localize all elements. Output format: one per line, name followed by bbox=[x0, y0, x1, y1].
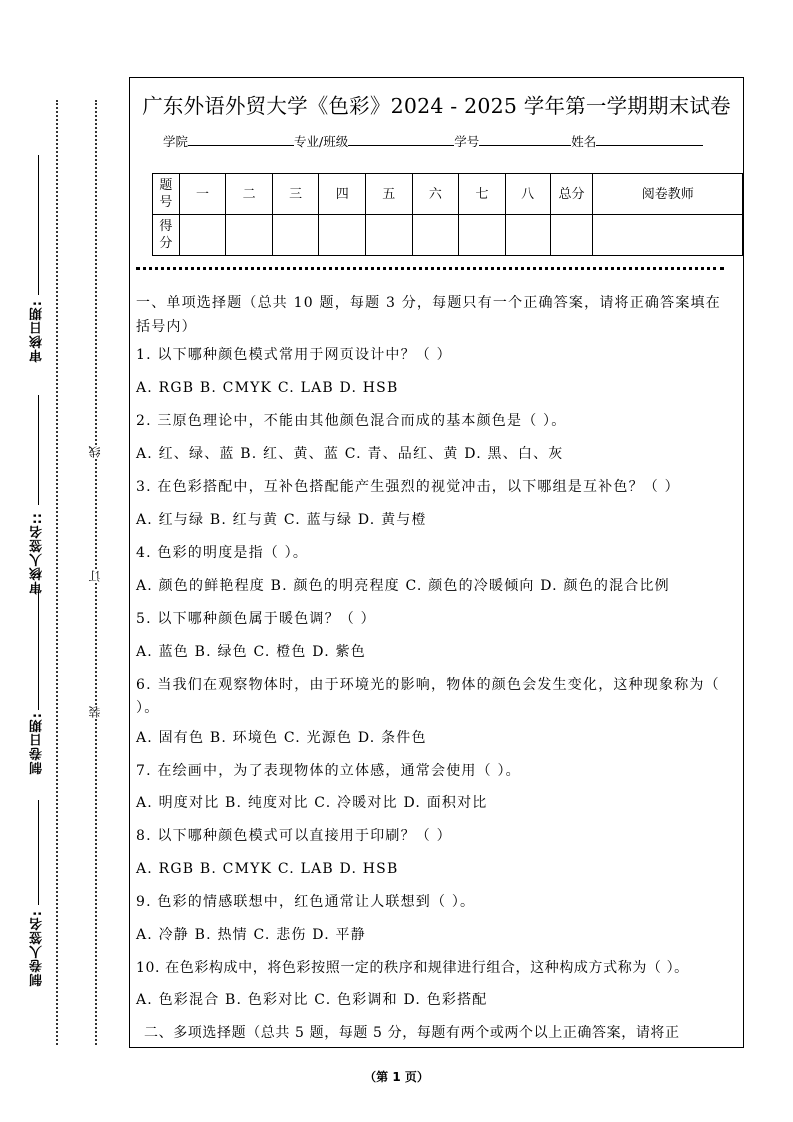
score-table-score-row bbox=[153, 215, 743, 256]
score-table bbox=[152, 173, 743, 256]
paper-maker-signature-label: 制卷人签名: bbox=[30, 910, 45, 987]
col-header: 一 bbox=[179, 174, 226, 215]
col-header: 七 bbox=[459, 174, 506, 215]
signature-line bbox=[38, 590, 39, 710]
section1-heading: 一、单项选择题（总共 10 题，每题 3 分，每题只有一个正确答案，请将正确答案填在括号内） bbox=[136, 295, 721, 335]
student-info-row bbox=[163, 132, 703, 150]
col-header: 六 bbox=[412, 174, 459, 215]
exam-title: 广东外语外贸大学《色彩》2024 - 2025 学年第一学期期末试卷 bbox=[142, 94, 731, 118]
score-cell[interactable] bbox=[366, 215, 413, 256]
score-cell[interactable] bbox=[459, 215, 506, 256]
question-stem: 8. 以下哪种颜色模式可以直接用于印刷？（ ） bbox=[136, 828, 452, 844]
question-options: A. 固有色 B. 环境色 C. 光源色 D. 条件色 bbox=[136, 730, 427, 746]
score-label: 得分 bbox=[153, 215, 180, 256]
score-cell[interactable] bbox=[505, 215, 550, 256]
signature-line bbox=[38, 395, 39, 505]
question-options: A. 明度对比 B. 纯度对比 C. 冷暖对比 D. 面积对比 bbox=[136, 795, 488, 811]
review-date-label: 审核日期: bbox=[30, 300, 45, 363]
question-options: A. 红与绿 B. 红与黄 C. 蓝与绿 D. 黄与橙 bbox=[136, 512, 427, 528]
question-options: A. 颜色的鲜艳程度 B. 颜色的明亮程度 C. 颜色的冷暖倾向 D. 颜色的混合比例 bbox=[136, 578, 670, 594]
score-table-header-row bbox=[153, 174, 743, 215]
field-label-name: 姓名 bbox=[571, 134, 597, 149]
dotted-separator bbox=[136, 267, 724, 270]
paper-date-label: 制卷日期: bbox=[30, 712, 45, 775]
col-header: 五 bbox=[366, 174, 413, 215]
major-class-field[interactable] bbox=[348, 133, 454, 146]
question-options: A. 冷静 B. 热情 C. 悲伤 D. 平静 bbox=[136, 927, 366, 943]
question-stem: 3. 在色彩搭配中，互补色搭配能产生强烈的视觉冲击，以下哪组是互补色？（ ） bbox=[136, 479, 680, 495]
question-options: A. 蓝色 B. 绿色 C. 橙色 D. 紫色 bbox=[136, 644, 366, 660]
exam-frame bbox=[129, 77, 744, 1048]
binding-char-staple: 订 bbox=[88, 570, 102, 582]
field-label-college: 学院 bbox=[163, 134, 189, 149]
signature-line bbox=[38, 800, 39, 905]
col-header: 二 bbox=[226, 174, 273, 215]
section2-heading: 二、多项选择题（总共 5 题，每题 5 分，每题有两个或两个以上正确答案，请将正 bbox=[144, 1025, 680, 1041]
question-options: A. RGB B. CMYK C. LAB D. HSB bbox=[136, 861, 399, 877]
name-field[interactable] bbox=[596, 133, 703, 146]
question-stem: 10. 在色彩构成中，将色彩按照一定的秩序和规律进行组合，这种构成方式称为（ ）。 bbox=[136, 960, 689, 976]
signature-line bbox=[38, 155, 39, 295]
question-number-label: 题号 bbox=[153, 174, 180, 215]
score-cell[interactable] bbox=[319, 215, 366, 256]
binding-char-bind: 装 bbox=[88, 706, 102, 718]
col-header-grader: 阅卷教师 bbox=[593, 174, 743, 215]
col-header: 三 bbox=[272, 174, 319, 215]
question-stem: 7. 在绘画中，为了表现物体的立体感，通常会使用（ ）。 bbox=[136, 763, 521, 779]
score-cell[interactable] bbox=[226, 215, 273, 256]
col-header: 八 bbox=[505, 174, 550, 215]
grader-cell[interactable] bbox=[593, 215, 743, 256]
question-stem: 2. 三原色理论中，不能由其他颜色混合而成的基本颜色是（ ）。 bbox=[136, 413, 567, 429]
field-label-student-id: 学号 bbox=[454, 134, 480, 149]
score-cell[interactable] bbox=[272, 215, 319, 256]
college-field[interactable] bbox=[188, 133, 294, 146]
reviewer-signature-label: 审核人签名:: bbox=[30, 512, 45, 595]
field-label-major: 专业/班级 bbox=[294, 134, 349, 149]
col-header-total: 总分 bbox=[550, 174, 593, 215]
score-cell-total[interactable] bbox=[550, 215, 593, 256]
question-stem: 9. 色彩的情感联想中，红色通常让人联想到（ ）。 bbox=[136, 894, 476, 910]
score-cell[interactable] bbox=[179, 215, 226, 256]
score-cell[interactable] bbox=[412, 215, 459, 256]
question-stem: 4. 色彩的明度是指（ ）。 bbox=[136, 545, 309, 561]
question-options: A. 红、绿、蓝 B. 红、黄、蓝 C. 青、品红、黄 D. 黑、白、灰 bbox=[136, 446, 564, 462]
question-options: A. RGB B. CMYK C. LAB D. HSB bbox=[136, 380, 399, 396]
binding-char-line: 线 bbox=[88, 446, 102, 458]
question-options: A. 色彩混合 B. 色彩对比 C. 色彩调和 D. 色彩搭配 bbox=[136, 992, 488, 1008]
question-stem: 5. 以下哪种颜色属于暖色调？（ ） bbox=[136, 611, 376, 627]
page-number: （第 1 页） bbox=[364, 1070, 429, 1084]
student-id-field[interactable] bbox=[479, 133, 571, 146]
col-header: 四 bbox=[319, 174, 366, 215]
margin-dotted-line-outer bbox=[56, 100, 58, 1045]
question-stem: 1. 以下哪种颜色模式常用于网页设计中？（ ） bbox=[136, 347, 452, 363]
question-stem: 6. 当我们在观察物体时，由于环境光的影响，物体的颜色会发生变化，这种现象称为（ ）。 bbox=[136, 677, 720, 716]
